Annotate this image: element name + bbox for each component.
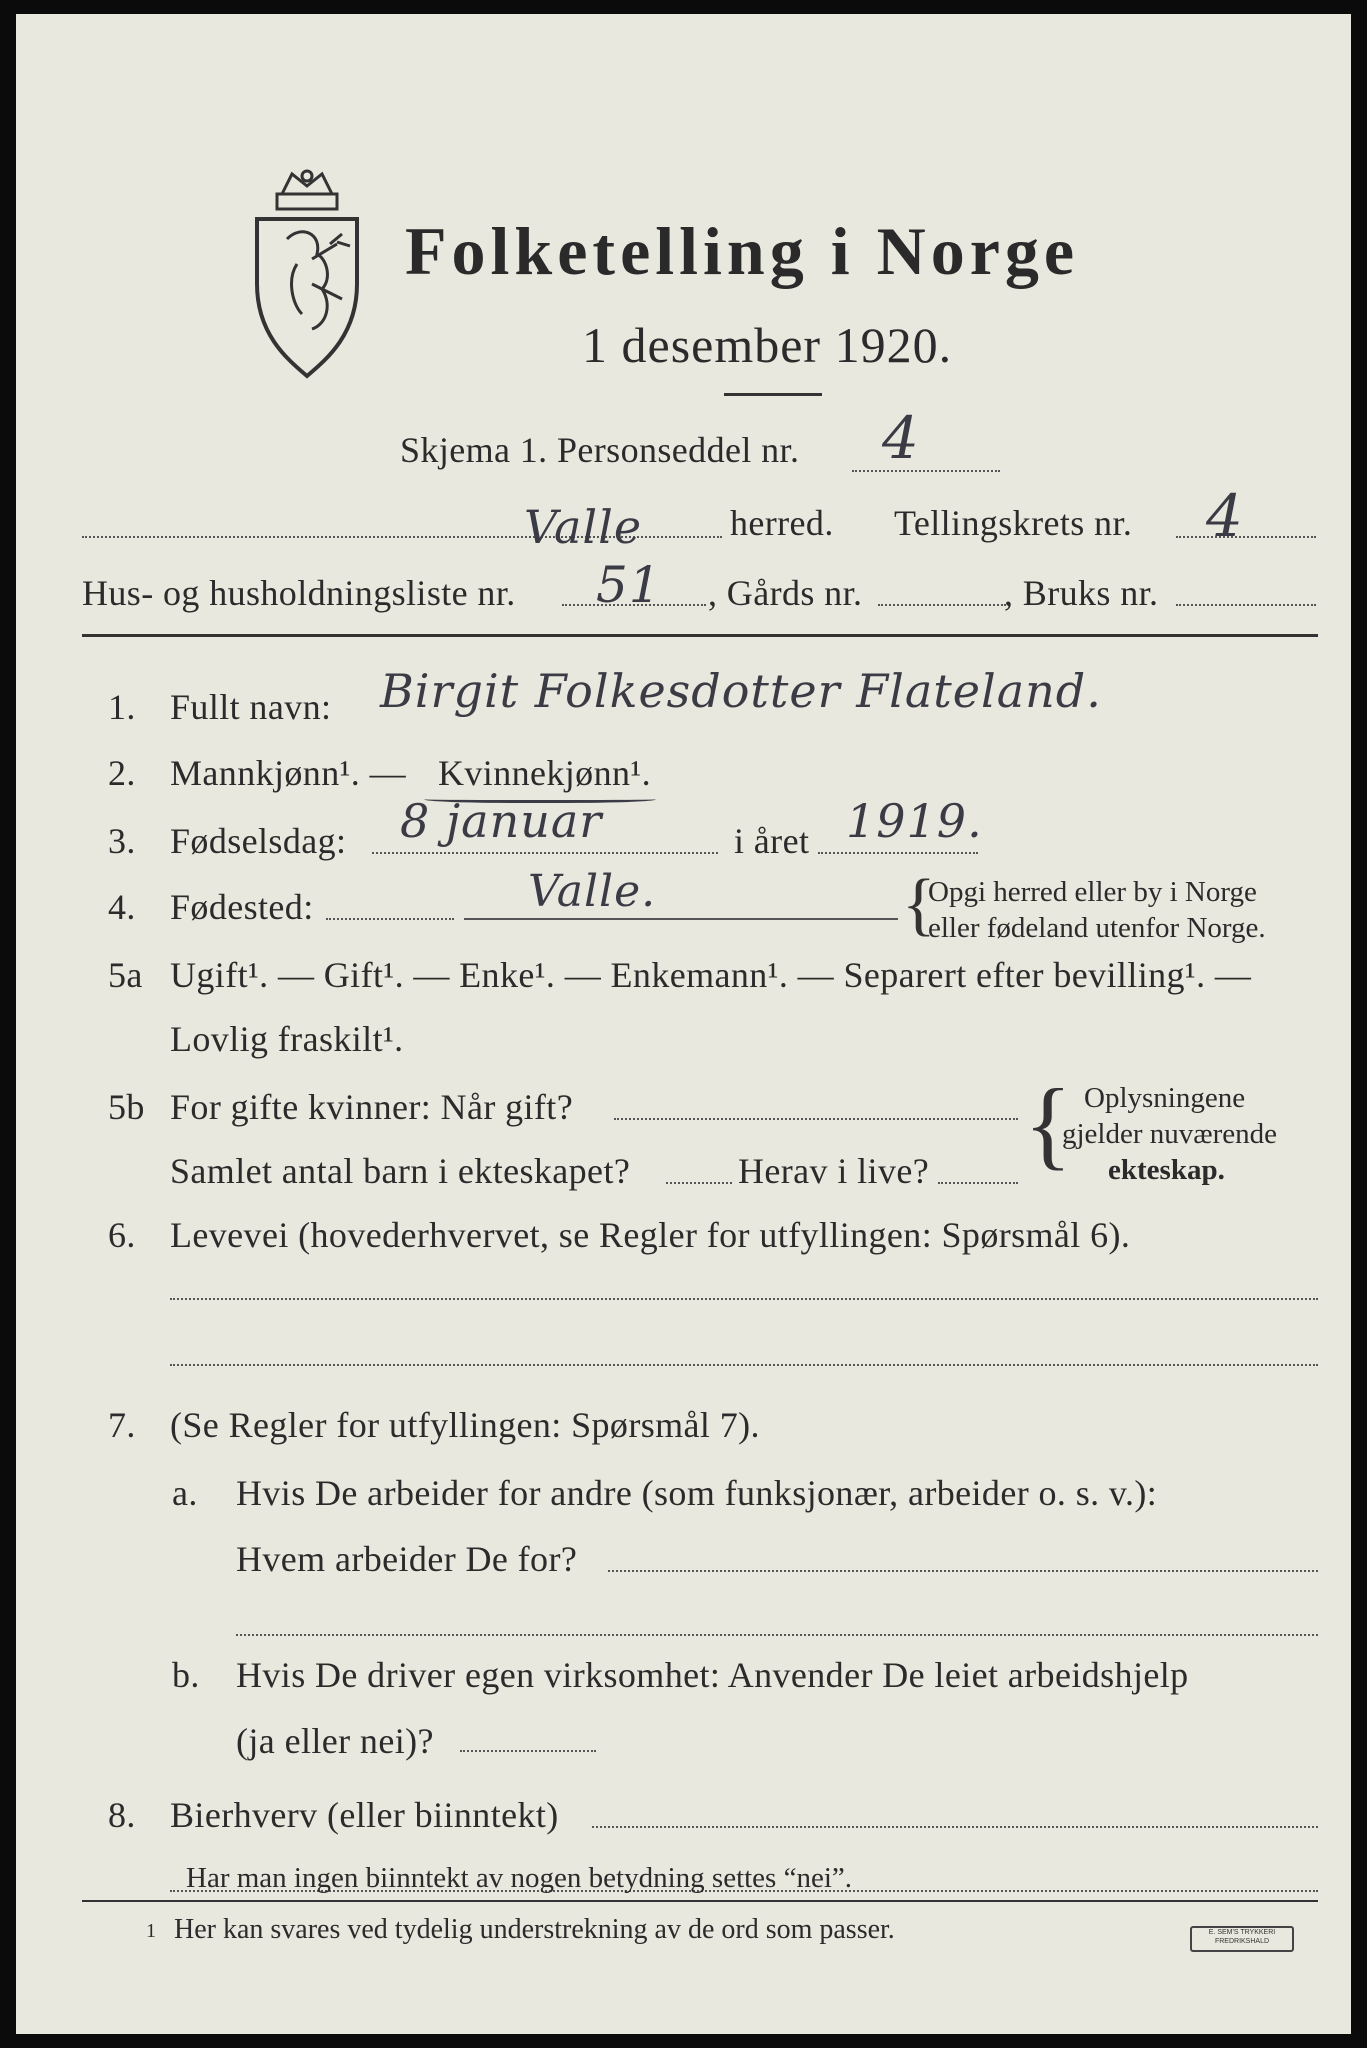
q3-year-line <box>818 852 978 854</box>
census-form-page <box>16 14 1351 2034</box>
q7a-answer-line1 <box>608 1570 1318 1572</box>
q5b-married-label: For gifte kvinner: Når gift? <box>170 1087 574 1127</box>
q5a-line2: Lovlig fraskilt¹. <box>170 1019 404 1059</box>
q6-number: 6. <box>108 1215 136 1255</box>
q4-note-line2: eller fødeland utenfor Norge. <box>928 912 1266 944</box>
q1-label: Fullt navn: <box>170 687 332 727</box>
q6-answer-line2 <box>170 1364 1318 1366</box>
q6-label: Levevei (hovederhvervet, se Regler for utfyllingen: Spørsmål 6). <box>170 1215 1131 1255</box>
q5a-line1: Ugift¹. — Gift¹. — Enke¹. — Enkemann¹. — Separert efter bevilling¹. — <box>170 955 1252 995</box>
q5b-married-line <box>614 1118 1018 1120</box>
q3-number: 3. <box>108 821 136 861</box>
q7b-answer-line <box>460 1750 596 1752</box>
footnote-mark: 1 <box>146 1920 156 1942</box>
q7a-answer-line2 <box>236 1634 1318 1636</box>
q5b-note-line3: ekteskap. <box>1108 1154 1225 1186</box>
q5a-number: 5a <box>108 955 143 995</box>
q5b-note-brace: { <box>1024 1068 1072 1179</box>
skjema-label: Skjema 1. Personseddel nr. <box>400 430 800 470</box>
q4-line <box>464 918 898 920</box>
q4-note-line1: Opgi herred eller by i Norge <box>928 876 1257 908</box>
personseddel-value: 4 <box>882 404 920 472</box>
printer-stamp: E. SEM'S TRYKKERI FREDRIKSHALD <box>1190 1926 1294 1952</box>
q7a-line2: Hvem arbeider De for? <box>236 1539 578 1579</box>
q3-label: Fødselsdag: <box>170 821 347 861</box>
q7-label: (Se Regler for utfyllingen: Spørsmål 7). <box>170 1405 760 1445</box>
q8-answer-line1 <box>592 1826 1318 1828</box>
q3-birthday-value: 8 januar <box>400 794 603 848</box>
biinntekt-note: Har man ingen biinntekt av nogen betydning settes “nei”. <box>186 1862 853 1894</box>
tellingskrets-value: 4 <box>1206 482 1244 550</box>
q5b-note-line2: gjelder nuværende <box>1062 1118 1278 1150</box>
q4-line-left <box>326 918 454 920</box>
q1-number: 1. <box>108 687 136 727</box>
herred-value: Valle <box>524 500 643 554</box>
q7-number: 7. <box>108 1405 136 1445</box>
tellingskrets-line <box>1176 536 1316 538</box>
q5b-number: 5b <box>108 1087 145 1127</box>
header-divider <box>82 634 1318 637</box>
q7b-line2: (ja eller nei)? <box>236 1721 434 1761</box>
q5b-children-line <box>666 1182 732 1184</box>
q7b-letter: b. <box>172 1655 200 1695</box>
q2-male-option: Mannkjønn¹. — <box>170 753 406 793</box>
q4-number: 4. <box>108 887 136 927</box>
q7a-letter: a. <box>172 1473 198 1513</box>
footnote-text: Her kan svares ved tydelig understrekning av de ord som passer. <box>174 1914 895 1945</box>
bruks-line <box>1176 604 1316 606</box>
herred-label: herred. <box>730 503 834 543</box>
q1-full-name-value: Birgit Folkesdotter Flateland. <box>380 664 1102 718</box>
q3-year-value: 1919. <box>846 794 983 848</box>
q7b-line1: Hvis De driver egen virksomhet: Anvender De leiet arbeidshjelp <box>236 1655 1189 1695</box>
gards-label: , Gårds nr. <box>708 573 863 613</box>
personseddel-line <box>852 470 1000 472</box>
q5b-alive-label: Herav i live? <box>738 1151 930 1191</box>
tellingskrets-label: Tellingskrets nr. <box>894 503 1133 543</box>
q2-female-option: Kvinnekjønn¹. <box>438 753 651 793</box>
form-subtitle: 1 desember 1920. <box>582 317 953 373</box>
q4-birthplace-value: Valle. <box>528 866 657 917</box>
bruks-label: , Bruks nr. <box>1004 573 1159 613</box>
footer-divider <box>82 1900 1318 1902</box>
q5b-alive-line <box>938 1182 1018 1184</box>
q4-note-brace: { <box>902 866 936 943</box>
q8-label: Bierhverv (eller biinntekt) <box>170 1795 559 1835</box>
q8-number: 8. <box>108 1795 136 1835</box>
q7a-line1: Hvis De arbeider for andre (som funksjonær, arbeider o. s. v.): <box>236 1473 1158 1513</box>
q2-number: 2. <box>108 753 136 793</box>
norwegian-coat-of-arms-icon <box>242 164 372 384</box>
q6-answer-line1 <box>170 1298 1318 1300</box>
q4-label: Fødested: <box>170 887 314 927</box>
form-title: Folketelling i Norge <box>405 213 1080 289</box>
q5b-children-label: Samlet antal barn i ekteskapet? <box>170 1151 631 1191</box>
q3-year-label: i året <box>734 821 810 861</box>
hus-value: 51 <box>596 556 662 614</box>
title-divider <box>724 393 822 396</box>
q3-day-line <box>372 852 718 854</box>
gards-line <box>878 604 1006 606</box>
q5b-note-line1: Oplysningene <box>1084 1082 1246 1114</box>
hus-label: Hus- og husholdningsliste nr. <box>82 573 516 613</box>
